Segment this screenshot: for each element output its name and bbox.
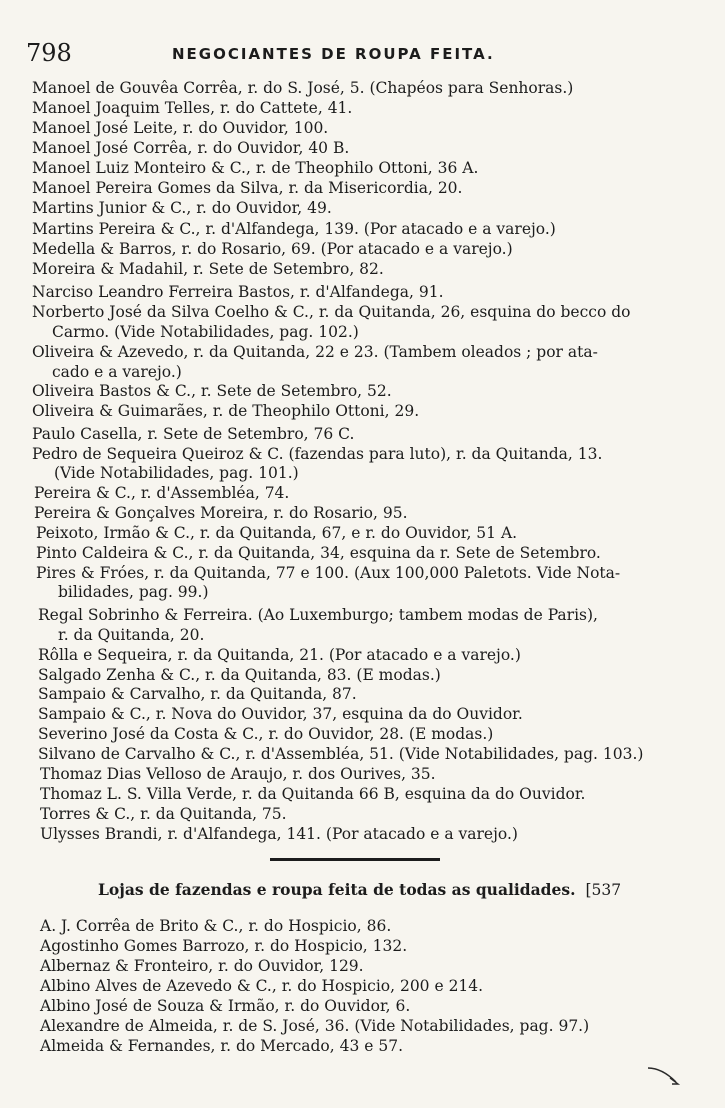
list-item: Manoel de Gouvêa Corrêa, r. do S. José, 5. (Chapéos para Senhoras.) (32, 79, 574, 97)
list-item: Pires & Fróes, r. da Quitanda, 77 e 100. (Aux 100,000 Paletots. Vide Nota- (36, 564, 621, 582)
list-item: Manoel José Leite, r. do Ouvidor, 100. (32, 119, 329, 137)
list-item: Torres & C., r. da Quitanda, 75. (40, 805, 287, 823)
list-item: Oliveira Bastos & C., r. Sete de Setembro, 52. (32, 382, 392, 400)
list-item: Martins Junior & C., r. do Ouvidor, 49. (32, 199, 332, 217)
list-item-continuation: cado e a varejo.) (52, 363, 182, 381)
list-item: Moreira & Madahil, r. Sete de Setembro, 82. (32, 260, 384, 278)
list-item: Peixoto, Irmão & C., r. da Quitanda, 67, e r. do Ouvidor, 51 A. (36, 524, 518, 542)
list-item: Martins Pereira & C., r. d'Alfandega, 139. (Por atacado e a varejo.) (32, 220, 556, 238)
list-item: Manoel Luiz Monteiro & C., r. de Theophilo Ottoni, 36 A. (32, 159, 479, 177)
list-item-continuation: bilidades, pag. 99.) (58, 583, 209, 601)
running-head: NEGOCIANTES DE ROUPA FEITA. (172, 45, 495, 63)
list-item: Sampaio & Carvalho, r. da Quitanda, 87. (38, 685, 357, 703)
list-item: A. J. Corrêa de Brito & C., r. do Hospicio, 86. (40, 917, 392, 935)
list-item: Medella & Barros, r. do Rosario, 69. (Por atacado e a varejo.) (32, 240, 513, 258)
list-item-continuation: Carmo. (Vide Notabilidades, pag. 102.) (52, 323, 359, 341)
page-number: 798 (26, 39, 72, 67)
list-item: Albernaz & Fronteiro, r. do Ouvidor, 129. (40, 957, 364, 975)
list-item: Albino José de Souza & Irmão, r. do Ouvidor, 6. (40, 997, 411, 1015)
list-item: Rôlla e Sequeira, r. da Quitanda, 21. (Por atacado e a varejo.) (38, 646, 521, 664)
list-item: Silvano de Carvalho & C., r. d'Assembléa, 51. (Vide Notabilidades, pag. 103.) (38, 745, 644, 763)
section-code: [537 (585, 881, 622, 899)
list-item: Oliveira & Guimarães, r. de Theophilo Ottoni, 29. (32, 402, 420, 420)
list-item: Alexandre de Almeida, r. de S. José, 36. (Vide Notabilidades, pag. 97.) (40, 1017, 590, 1035)
list-item: Agostinho Gomes Barrozo, r. do Hospicio, 132. (40, 937, 408, 955)
list-item: Severino José da Costa & C., r. do Ouvidor, 28. (E modas.) (38, 725, 494, 743)
list-item: Manoel José Corrêa, r. do Ouvidor, 40 B. (32, 139, 350, 157)
list-item: Thomaz Dias Velloso de Araujo, r. dos Ourives, 35. (40, 765, 436, 783)
list-item: Norberto José da Silva Coelho & C., r. da Quitanda, 26, esquina do becco do (32, 303, 631, 321)
list-item: Paulo Casella, r. Sete de Setembro, 76 C. (32, 425, 355, 443)
section-title: Lojas de fazendas e roupa feita de todas as qualidades. (98, 880, 576, 899)
list-item-continuation: (Vide Notabilidades, pag. 101.) (54, 464, 299, 482)
list-item: Ulysses Brandi, r. d'Alfandega, 141. (Por atacado e a varejo.) (40, 825, 518, 843)
pencil-mark-icon (646, 1064, 682, 1086)
list-item: Pedro de Sequeira Queiroz & C. (fazendas para luto), r. da Quitanda, 13. (32, 445, 603, 463)
list-item: Sampaio & C., r. Nova do Ouvidor, 37, esquina da do Ouvidor. (38, 705, 523, 723)
section-heading (98, 880, 621, 900)
list-item: Regal Sobrinho & Ferreira. (Ao Luxemburgo; tambem modas de Paris), (38, 606, 598, 624)
list-item: Salgado Zenha & C., r. da Quitanda, 83. (E modas.) (38, 666, 441, 684)
list-item: Thomaz L. S. Villa Verde, r. da Quitanda 66 B, esquina da do Ouvidor. (40, 785, 586, 803)
section-divider (270, 858, 440, 861)
list-item: Pereira & C., r. d'Assembléa, 74. (34, 484, 290, 502)
list-item: Manoel Joaquim Telles, r. do Cattete, 41. (32, 99, 353, 117)
list-item: Manoel Pereira Gomes da Silva, r. da Misericordia, 20. (32, 179, 463, 197)
list-item: Pereira & Gonçalves Moreira, r. do Rosario, 95. (34, 504, 408, 522)
page-header (24, 40, 684, 66)
list-item: Pinto Caldeira & C., r. da Quitanda, 34, esquina da r. Sete de Setembro. (36, 544, 601, 562)
list-item: Narciso Leandro Ferreira Bastos, r. d'Alfandega, 91. (32, 283, 444, 301)
list-item-continuation: r. da Quitanda, 20. (58, 626, 205, 644)
list-item: Almeida & Fernandes, r. do Mercado, 43 e 57. (40, 1037, 404, 1055)
list-item: Albino Alves de Azevedo & C., r. do Hospicio, 200 e 214. (40, 977, 484, 995)
list-item: Oliveira & Azevedo, r. da Quitanda, 22 e 23. (Tambem oleados ; por ata- (32, 343, 598, 361)
